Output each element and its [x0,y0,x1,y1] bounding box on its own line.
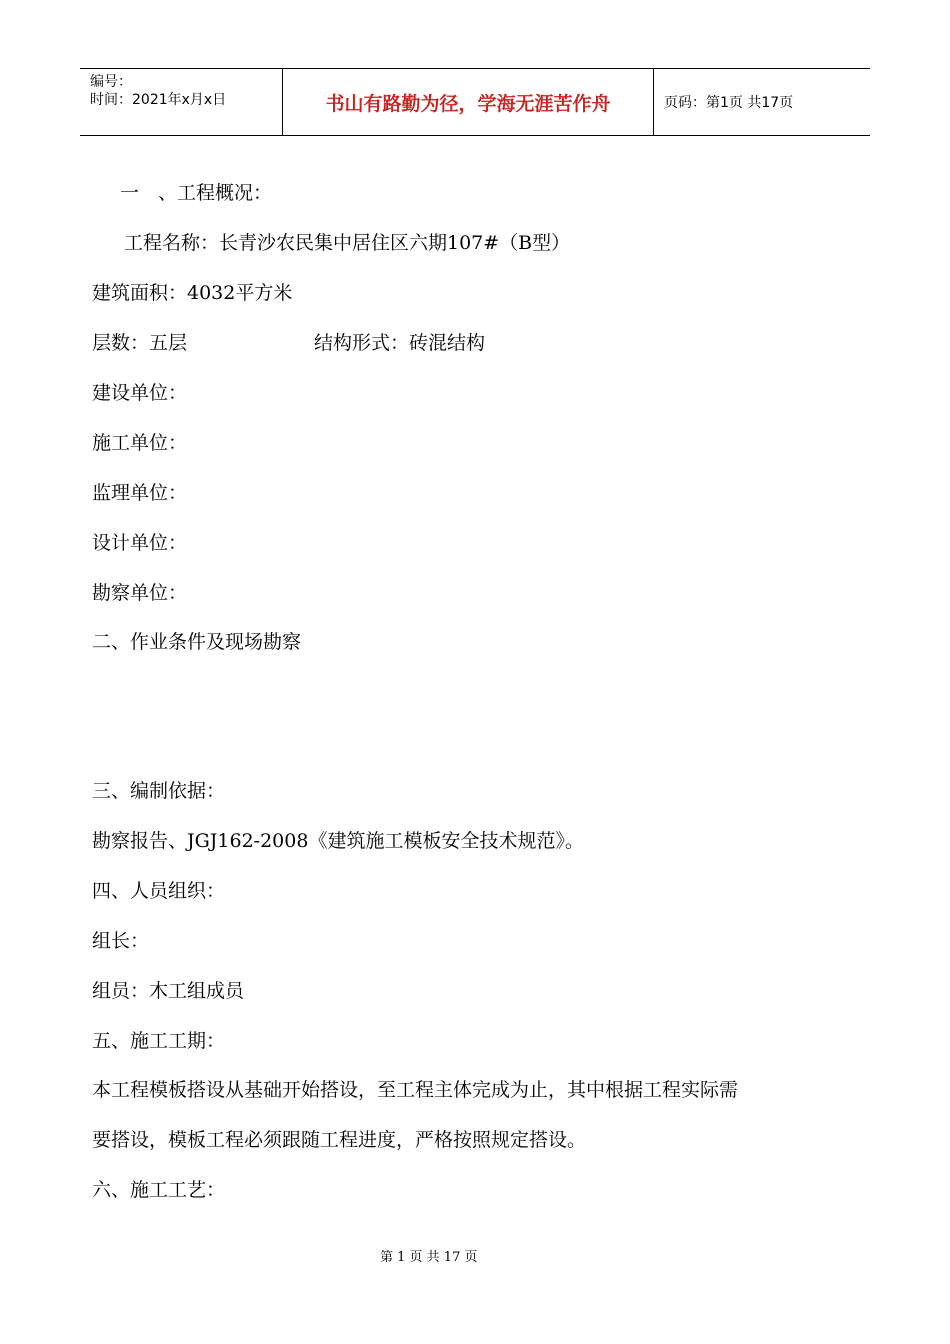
team-leader: 组长： [92,930,150,952]
supervisor: 监理单位： [92,482,188,504]
header-meta [80,69,282,135]
project-name: 工程名称：长青沙农民集中居住区六期107#（B型） [124,232,571,254]
structure-type: 结构形式：砖混结构 [314,332,486,354]
document-header [80,68,870,136]
section-3-title: 三、编制依据： [92,780,226,802]
header-motto: 书山有路勤为径，学海无涯苦作舟 [282,69,654,135]
page-footer: 第 1 页 共 17 页 [380,1250,478,1265]
floor-count: 层数：五层 [92,332,188,354]
header-page-number: 页码：第1页 共17页 [664,95,794,111]
contractor: 施工单位： [92,432,188,454]
team-members: 组员：木工组成员 [92,980,245,1002]
document-number: 编号： [90,74,132,90]
section-4-title: 四、人员组织： [92,880,226,902]
schedule-paragraph-line-1: 本工程模板搭设从基础开始搭设，至工程主体完成为止，其中根据工程实际需 [92,1079,739,1101]
designer: 设计单位： [92,532,188,554]
section-2-title: 二、作业条件及现场勘察 [92,631,302,653]
schedule-paragraph-line-2: 要搭设，模板工程必须跟随工程进度，严格按照规定搭设。 [92,1129,587,1151]
section-1-title: 一 、工程概况： [120,182,273,204]
surveyor: 勘察单位： [92,582,188,604]
building-area: 建筑面积：4032平方米 [92,282,293,304]
compilation-basis: 勘察报告、JGJ162-2008《建筑施工模板安全技术规范》。 [92,830,584,852]
document-date: 时间：2021年x月x日 [90,92,227,108]
section-5-title: 五、施工工期： [92,1030,226,1052]
construction-owner: 建设单位： [92,382,188,404]
section-6-title: 六、施工工艺： [92,1179,226,1201]
